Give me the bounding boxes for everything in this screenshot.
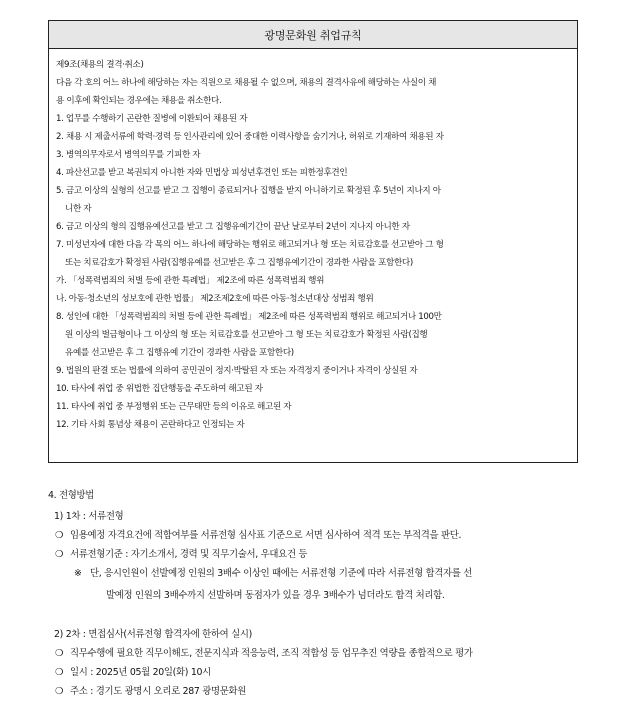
step1-note (48, 564, 473, 583)
rule-item-7: 7. 미성년자에 대한 다음 각 목의 어느 하나에 해당하는 행위로 해고되거나 형 또는 치료감호를 선고받아 그 형 (56, 240, 444, 250)
step2-bullet-text: 직무수행에 필요한 직무이해도, 전문지식과 적응능력, 조직 적합성 등 업무추진 역량을 종합적으로 평가 (70, 648, 473, 659)
step1-note-text: 단, 응시인원이 선발예정 인원의 3배수 이상인 때에는 서류전형 기준에 따라 서류전형 합격자를 선 (90, 568, 473, 579)
note-mark-icon: ※ (74, 568, 82, 579)
rules-box-body (49, 49, 577, 434)
rule-item-4: 4. 파산선고를 받고 복권되지 아니한 자와 민법상 피성년후견인 또는 피한정후견인 (56, 168, 348, 178)
rules-box (48, 20, 578, 463)
rule-item-2: 2. 채용 시 제출서류에 학력·경력 등 인사관리에 있어 중대한 이력사항을 숨기거나, 허위로 기재하여 채용된 자 (56, 132, 444, 142)
rule-item-7-na: 나. 아동·청소년의 성보호에 관한 법률」 제2조제2호에 따른 아동·청소년대상 성범죄 행위 (56, 294, 374, 304)
rule-item-11: 11. 타사에 취업 중 부정행위 또는 근무태만 등의 이유로 해고된 자 (56, 402, 292, 412)
rule-item-7-cont: 또는 치료감호가 확정된 사람(집행유예를 선고받은 후 그 집행유예기간이 경과한 사람을 포함한다) (65, 258, 413, 268)
circle-bullet-icon: ❍ (54, 549, 64, 560)
step1-note-cont: 발예정 인원의 3배수까지 선발하며 동점자가 있을 경우 3배수가 넘더라도 합격 처리함. (106, 590, 445, 601)
circle-bullet-icon: ❍ (54, 648, 64, 659)
step2-heading: 2) 2차 : 면접심사(서류전형 합격자에 한하여 실시) (54, 629, 252, 640)
article-intro-line: 용 이후에 확인되는 경우에는 채용을 취소한다. (56, 96, 222, 106)
circle-bullet-icon: ❍ (54, 667, 64, 678)
rule-item-1: 1. 업무를 수행하기 곤란한 질병에 이환되어 채용된 자 (56, 114, 248, 124)
rule-item-12: 12. 기타 사회 통념상 채용이 곤란하다고 인정되는 자 (56, 420, 245, 430)
rule-item-7-ga: 가. 「성폭력범죄의 처벌 등에 관한 특례법」 제2조에 따른 성폭력범죄 행위 (56, 276, 325, 286)
rule-item-8: 8. 성인에 대한 「성폭력범죄의 처벌 등에 관한 특례법」 제2조에 따른 성폭력범죄 행위로 해고되거나 100만 (56, 312, 442, 322)
step1-bullet (48, 545, 473, 564)
article-heading: 제9조(채용의 결격·취소) (56, 60, 144, 70)
step2-bullet (48, 644, 473, 663)
step2-bullet-text: 주소 : 경기도 광명시 오리로 287 광명문화원 (70, 686, 247, 697)
step2-bullet-text: 일시 : 2025년 05월 20일(화) 10시 (70, 667, 211, 678)
rule-item-3: 3. 병역의무자로서 병역의무를 기피한 자 (56, 150, 201, 160)
rule-item-5-cont: 니한 자 (65, 204, 92, 214)
step2-bullet (48, 682, 473, 701)
rules-box-title: 광명문화원 취업규칙 (49, 21, 577, 49)
step1-bullet-text: 임용예정 자격요건에 적합여부를 서류전형 심사표 기준으로 서면 심사하여 적격 또는 부적격을 판단. (70, 530, 462, 541)
section-heading: 4. 전형방법 (48, 490, 95, 501)
circle-bullet-icon: ❍ (54, 686, 64, 697)
section-4 (48, 486, 473, 701)
step1-bullet-text: 서류전형기준 : 자기소개서, 경력 및 직무기술서, 우대요건 등 (70, 549, 308, 560)
step1-bullet (48, 526, 473, 545)
step1-heading: 1) 1차 : 서류전형 (54, 511, 124, 522)
rule-item-8-cont: 원 이상의 벌금형이나 그 이상의 형 또는 치료감호를 선고받아 그 형 또는 치료감호가 확정된 사람(집행 (65, 330, 428, 340)
article-intro-line: 다음 각 호의 어느 하나에 해당하는 자는 직원으로 채용될 수 없으며, 채용의 결격사유에 해당하는 사실이 채 (56, 78, 437, 88)
rule-item-9: 9. 법원의 판결 또는 법률에 의하여 공민권이 정지·박탈된 자 또는 자격정지 중이거나 자격이 상실된 자 (56, 366, 418, 376)
rule-item-5: 5. 금고 이상의 실형의 선고를 받고 그 집행이 종료되거나 집행을 받지 아니하기로 확정된 후 5년이 지나지 아 (56, 186, 441, 196)
circle-bullet-icon: ❍ (54, 530, 64, 541)
rule-item-6: 6. 금고 이상의 형의 집행유예선고를 받고 그 집행유예기간이 끝난 날로부터 2년이 지나지 아니한 자 (56, 222, 410, 232)
rule-item-8-cont: 유예를 선고받은 후 그 집행유예 기간이 경과한 사람을 포함한다) (65, 348, 294, 358)
rule-item-10: 10. 타사에 취업 중 위법한 집단행동을 주도하여 해고된 자 (56, 384, 263, 394)
step2-bullet (48, 663, 473, 682)
